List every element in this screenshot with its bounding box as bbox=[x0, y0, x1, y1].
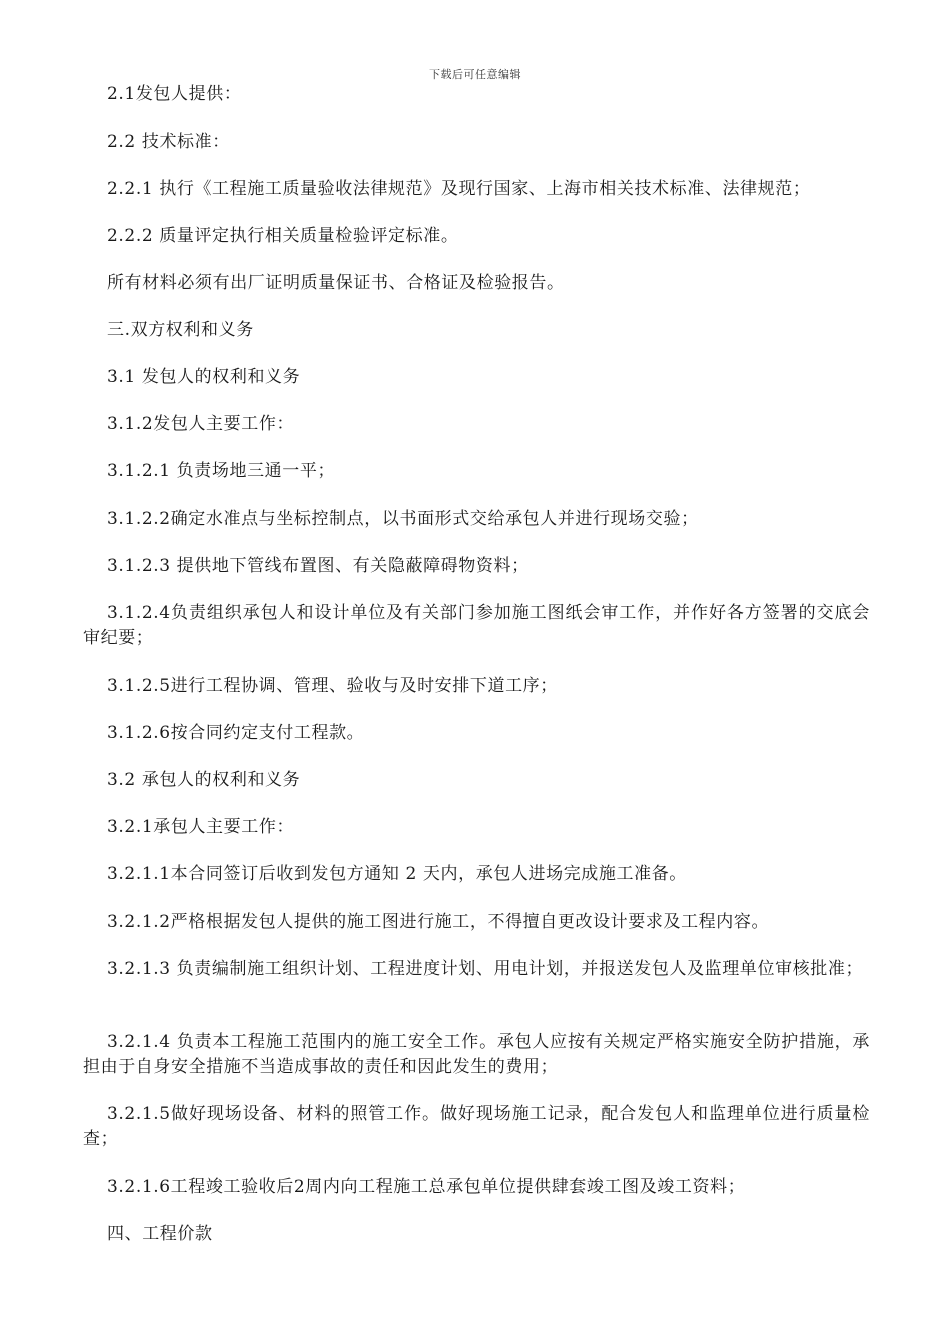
section-heading-4: 四、工程价款 bbox=[107, 1224, 213, 1244]
paragraph-2-1: 2.1发包人提供： bbox=[107, 84, 242, 104]
paragraph-3-1-2-6: 3.1.2.6按合同约定支付工程款。 bbox=[107, 723, 365, 743]
paragraph-2-2-1: 2.2.1 执行《工程施工质量验收法律规范》及现行国家、上海市相关技术标准、法律规范； bbox=[107, 179, 811, 199]
paragraph-3-1-2: 3.1.2发包人主要工作： bbox=[107, 414, 295, 434]
paragraph-3-1-2-1: 3.1.2.1 负责场地三通一平； bbox=[107, 461, 336, 481]
paragraph-3-2-1-2: 3.2.1.2严格根据发包人提供的施工图进行施工，不得擅自更改设计要求及工程内容。 bbox=[107, 912, 770, 932]
paragraph-3-1: 3.1 发包人的权利和义务 bbox=[107, 367, 301, 387]
paragraph-3-1-2-4: 3.1.2.4负责组织承包人和设计单位及有关部门参加施工图纸会审工作，并作好各方签署的交底会审纪要； bbox=[83, 603, 870, 648]
section-heading-3: 三.双方权利和义务 bbox=[107, 320, 254, 340]
paragraph-3-2-1: 3.2.1承包人主要工作： bbox=[107, 817, 295, 837]
paragraph-3-1-2-3: 3.1.2.3 提供地下管线布置图、有关隐蔽障碍物资料； bbox=[107, 556, 529, 576]
paragraph-3-2-1-3: 3.2.1.3 负责编制施工组织计划、工程进度计划、用电计划，并报送发包人及监理单位审核批准； bbox=[107, 959, 864, 979]
paragraph-materials: 所有材料必须有出厂证明质量保证书、合格证及检验报告。 bbox=[107, 273, 565, 293]
paragraph-3-1-2-5: 3.1.2.5进行工程协调、管理、验收与及时安排下道工序； bbox=[107, 676, 558, 696]
paragraph-2-2: 2.2 技术标准： bbox=[107, 132, 230, 152]
paragraph-2-2-2: 2.2.2 质量评定执行相关质量检验评定标准。 bbox=[107, 226, 459, 246]
paragraph-3-2-1-5: 3.2.1.5做好现场设备、材料的照管工作。做好现场施工记录，配合发包人和监理单位进行质量检查； bbox=[83, 1104, 870, 1149]
paragraph-3-2-1-4: 3.2.1.4 负责本工程施工范围内的施工安全工作。承包人应按有关规定严格实施安全防护措施，承担由于自身安全措施不当造成事故的责任和因此发生的费用； bbox=[83, 1032, 870, 1077]
paragraph-3-2-1-1: 3.2.1.1本合同签订后收到发包方通知 2 天内，承包人进场完成施工准备。 bbox=[107, 864, 687, 884]
paragraph-3-1-2-2: 3.1.2.2确定水准点与坐标控制点，以书面形式交给承包人并进行现场交验； bbox=[107, 509, 699, 529]
paragraph-3-2-1-6: 3.2.1.6工程竣工验收后2周内向工程施工总承包单位提供肆套竣工图及竣工资料； bbox=[107, 1177, 746, 1197]
paragraph-3-2: 3.2 承包人的权利和义务 bbox=[107, 770, 301, 790]
page-header-note: 下载后可任意编辑 bbox=[429, 68, 521, 81]
